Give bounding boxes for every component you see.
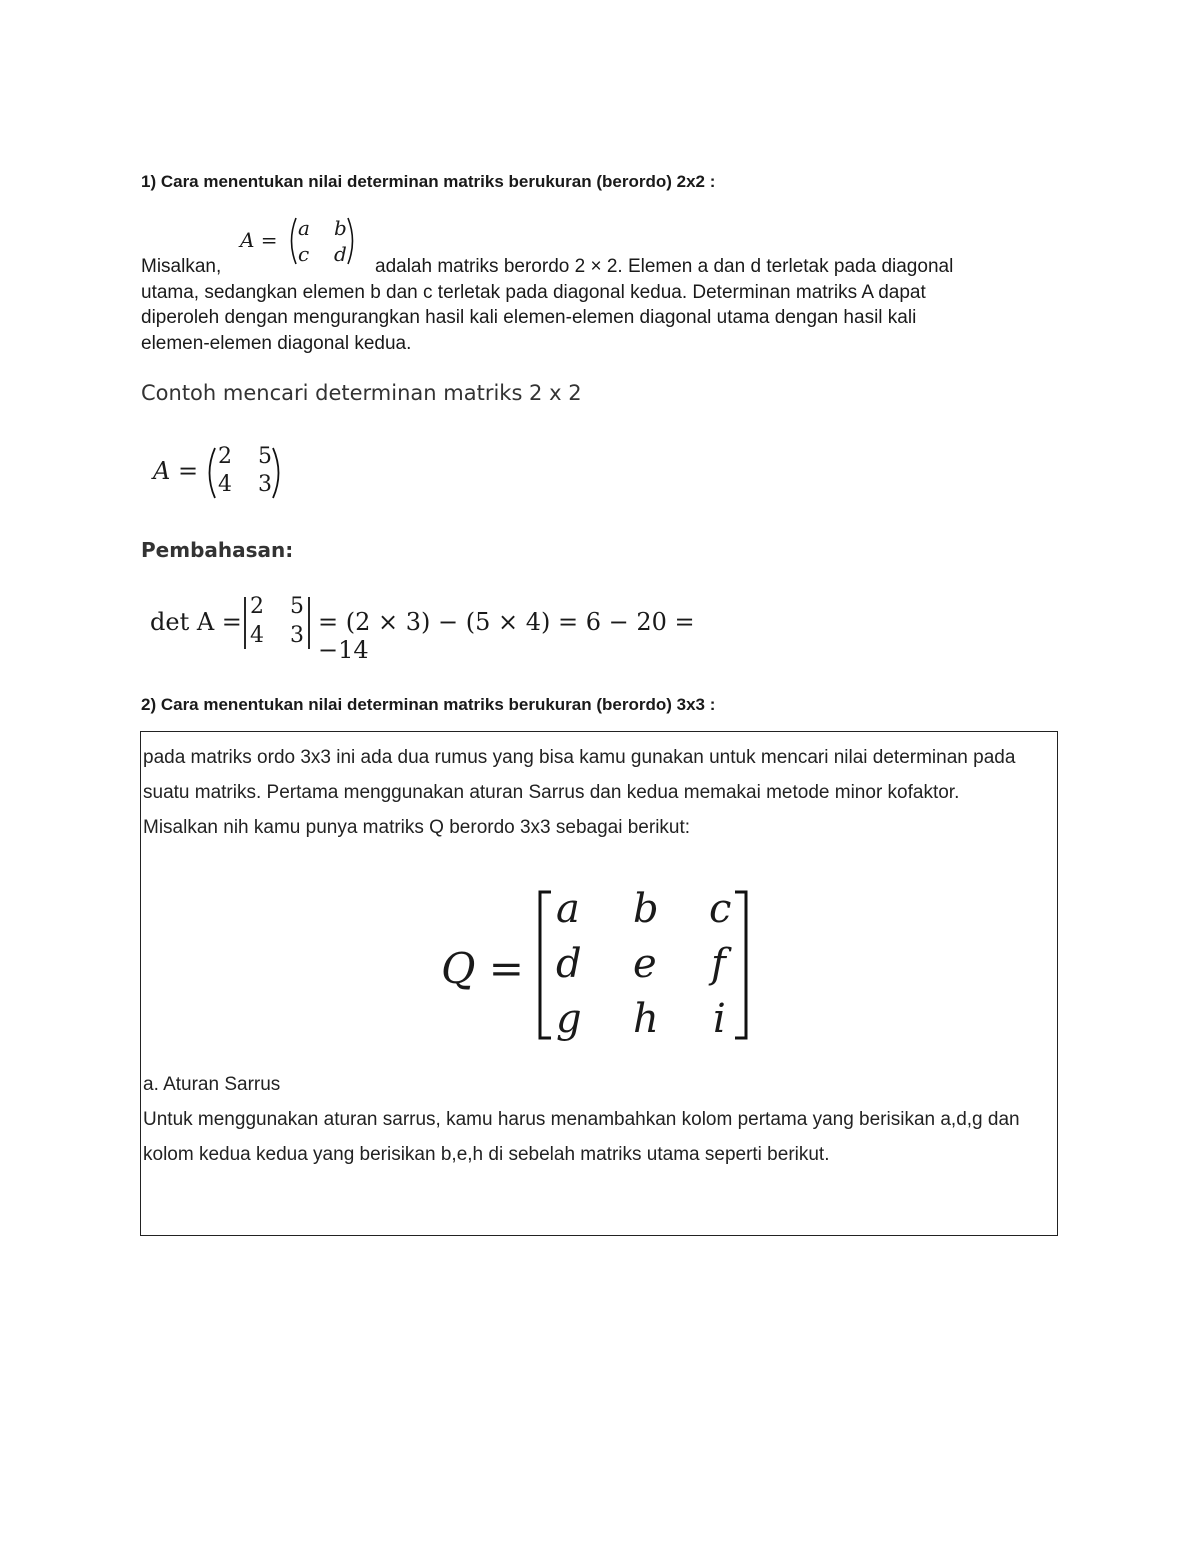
- box-paragraph: Untuk menggunakan aturan sarrus, kamu harus menambahkan kolom pertama yang berisikan a,d,g dan: [143, 1109, 1020, 1130]
- matrix-cell: b: [334, 216, 347, 240]
- matrix-cell: h: [633, 996, 659, 1042]
- example-title: Contoh mencari determinan matriks 2 x 2: [141, 381, 582, 405]
- body-text-line: elemen-elemen diagonal kedua.: [141, 332, 412, 354]
- det-lhs: det A =: [150, 608, 242, 636]
- box-paragraph: pada matriks ordo 3x3 ini ada dua rumus yang bisa kamu gunakan untuk mencari nilai determinan pada: [143, 747, 1016, 768]
- section-1-heading: 1) Cara menentukan nilai determinan matriks berukuran (berordo) 2x2 :: [141, 172, 716, 191]
- det-cell: 4: [250, 623, 264, 648]
- matrix-lhs: A =: [153, 457, 199, 485]
- matrix-cell: a: [298, 216, 310, 240]
- matrix-cell: g: [556, 996, 582, 1042]
- lead-text: Misalkan,: [141, 256, 222, 277]
- solution-label: Pembahasan:: [141, 538, 294, 562]
- bar-right: [306, 596, 312, 650]
- matrix-cell: b: [633, 886, 659, 932]
- matrix-cell: e: [633, 941, 657, 987]
- matrix-cell: d: [556, 941, 582, 987]
- content-box: [140, 731, 1058, 1236]
- matrix-a-example: [153, 446, 303, 502]
- matrix-cell: c: [298, 242, 310, 266]
- body-text-line: adalah matriks berordo 2 × 2. Elemen a dan d terletak pada diagonal: [375, 256, 954, 277]
- matrix-cell: f: [711, 941, 726, 987]
- det-cell: 2: [250, 594, 264, 619]
- det-rhs: = (2 × 3) − (5 × 4) = 6 − 20 = −14: [318, 608, 695, 664]
- matrix-q: [441, 886, 771, 1042]
- box-paragraph: Misalkan nih kamu punya matriks Q berordo 3x3 sebagai berikut:: [143, 817, 691, 838]
- bracket-right: [733, 890, 749, 1040]
- body-text-line: diperoleh dengan mengurangkan hasil kali elemen-elemen diagonal utama dengan hasil kali: [141, 307, 917, 328]
- determinant-equation: [150, 594, 750, 664]
- box-paragraph: suatu matriks. Pertama menggunakan aturan Sarrus dan kedua memakai metode minor kofaktor.: [143, 782, 960, 803]
- matrix-lhs: Q =: [441, 944, 524, 993]
- matrix-cell: c: [709, 886, 732, 932]
- det-cell: 3: [290, 623, 304, 648]
- matrix-cell: 3: [258, 472, 272, 497]
- paren-left: [203, 446, 217, 500]
- det-cell: 5: [290, 594, 304, 619]
- matrix-cell: 5: [258, 444, 272, 469]
- bracket-left: [537, 890, 553, 1040]
- bar-left: [242, 596, 248, 650]
- body-text-line: utama, sedangkan elemen b dan c terletak pada diagonal kedua. Determinan matriks A dapat: [141, 281, 926, 303]
- box-paragraph: kolom kedua kedua yang berisikan b,e,h di sebelah matriks utama seperti berikut.: [143, 1144, 830, 1165]
- matrix-lhs: A =: [240, 228, 278, 252]
- matrix-cell: i: [713, 996, 726, 1042]
- paren-right: [271, 446, 285, 500]
- matrix-cell: 2: [218, 444, 232, 469]
- matrix-cell: 4: [218, 472, 232, 497]
- matrix-cell: d: [334, 242, 347, 266]
- sarrus-label: a. Aturan Sarrus: [143, 1074, 281, 1095]
- section-2-heading: 2) Cara menentukan nilai determinan matriks berukuran (berordo) 3x3 :: [141, 695, 716, 714]
- matrix-cell: a: [556, 886, 580, 932]
